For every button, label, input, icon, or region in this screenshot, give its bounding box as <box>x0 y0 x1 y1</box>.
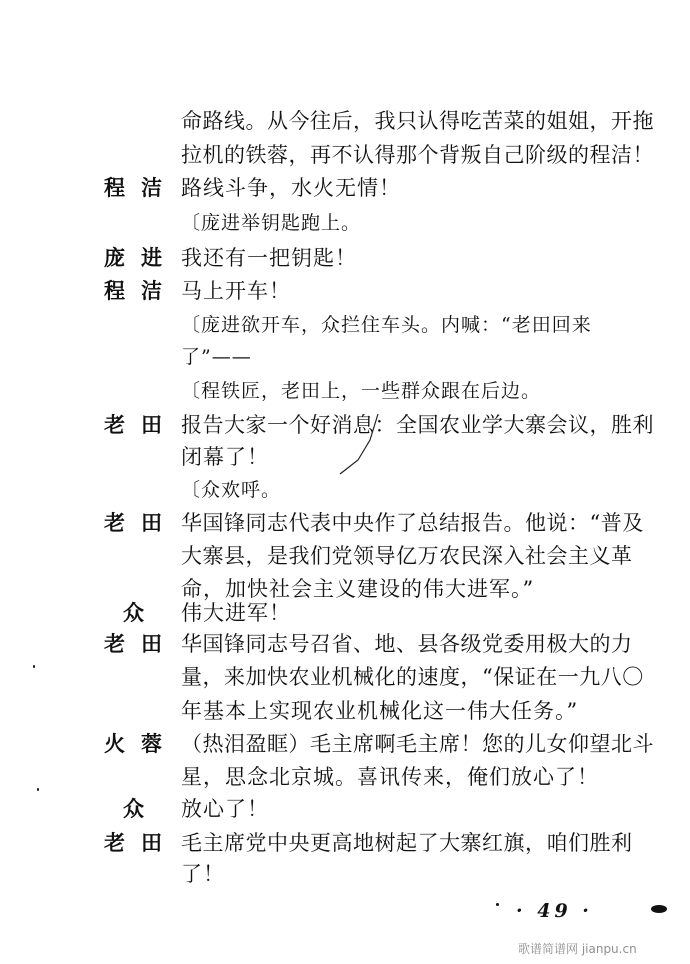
dialogue-text: 华国锋同志代表中央作了总结报告。他说：“普及 <box>181 511 644 535</box>
pen-stroke-mark <box>330 410 390 480</box>
speaker-name: 程洁 <box>104 278 178 303</box>
script-line <box>0 506 690 540</box>
script-line <box>0 792 690 826</box>
speaker-name: 老田 <box>104 631 178 656</box>
ink-speck <box>37 788 39 791</box>
script-line <box>0 274 690 308</box>
script-line <box>0 727 690 761</box>
ink-speck <box>496 903 499 906</box>
dialogue-text: 命路线。从今往后，我只认得吃苦菜的姐姐，开拖 <box>181 109 654 133</box>
ink-speck <box>33 665 35 668</box>
dialogue-text: 路线斗争，水火无情！ <box>181 176 401 200</box>
dialogue-text: 华国锋同志号召省、地、县各级党委用极大的力 <box>181 632 633 656</box>
dialogue-text: 放心了！ <box>181 797 269 821</box>
ink-blot <box>651 905 667 913</box>
dialogue-text: 伟大进军！ <box>181 601 291 625</box>
speaker-name: 老田 <box>104 510 178 535</box>
script-line <box>0 857 690 891</box>
dialogue-text: 毛主席党中央更高地树起了大寨红旗，咱们胜利 <box>181 831 633 855</box>
stage-direction <box>0 308 690 342</box>
dialogue-text: （热泪盈眶）毛主席啊毛主席！您的儿女仰望北斗 <box>181 732 654 756</box>
script-line <box>0 826 690 860</box>
dialogue-text: 量，来加快农业机械化的速度，“保证在一九八〇 <box>181 665 644 689</box>
script-line <box>0 596 690 630</box>
stage-direction <box>0 206 690 240</box>
speaker-name: 老田 <box>104 412 178 437</box>
page-number: · 49 · <box>516 900 593 922</box>
stage-direction-text: 〔庞进举钥匙跑上。 <box>181 212 362 234</box>
script-line <box>0 171 690 205</box>
watermark: 歌谱简谱网 jianpu.cn <box>518 942 637 956</box>
speaker-name: 火蓉 <box>104 731 178 756</box>
script-line <box>0 760 690 794</box>
script-line <box>0 627 690 661</box>
stage-direction-text: 〔众欢呼。 <box>181 479 282 501</box>
script-line <box>0 660 690 694</box>
script-line <box>0 241 690 275</box>
dialogue-text: 报告大家一个好消息：全国农业学大寨会议，胜利 <box>181 413 654 437</box>
dialogue-text: 星，思念北京城。喜讯传来，俺们放心了！ <box>181 765 599 789</box>
dialogue-text: 马上开车！ <box>181 279 291 303</box>
script-line <box>0 539 690 573</box>
speaker-name: 老田 <box>104 830 178 855</box>
speaker-name: 程洁 <box>104 175 178 200</box>
stage-direction <box>0 374 690 408</box>
dialogue-text: 命，加快社会主义建设的伟大进军。” <box>181 577 535 601</box>
script-line <box>0 138 690 172</box>
script-line <box>0 694 690 728</box>
speaker-name: 众 <box>123 600 144 625</box>
stage-direction <box>0 340 690 374</box>
dialogue-text: 年基本上实现农业机械化这一伟大任务。” <box>181 699 579 723</box>
dialogue-text: 闭幕了！ <box>181 445 269 469</box>
script-line <box>0 104 690 138</box>
speaker-name: 庞进 <box>104 245 178 270</box>
dialogue-text: 我还有一把钥匙！ <box>181 246 357 270</box>
stage-direction-text: 〔程铁匠，老田上，一些群众跟在后边。 <box>181 380 542 402</box>
dialogue-text: 了！ <box>181 862 225 886</box>
stage-direction-text: 〔庞进欲开车，众拦住车头。内喊：“老田回来 <box>181 314 592 336</box>
dialogue-text: 大寨县，是我们党领导亿万农民深入社会主义革 <box>181 544 633 568</box>
dialogue-text: 拉机的铁蓉，再不认得那个背叛自己阶级的程洁！ <box>181 143 654 167</box>
stage-direction-text: 了”—— <box>181 346 252 368</box>
speaker-name: 众 <box>123 796 144 821</box>
